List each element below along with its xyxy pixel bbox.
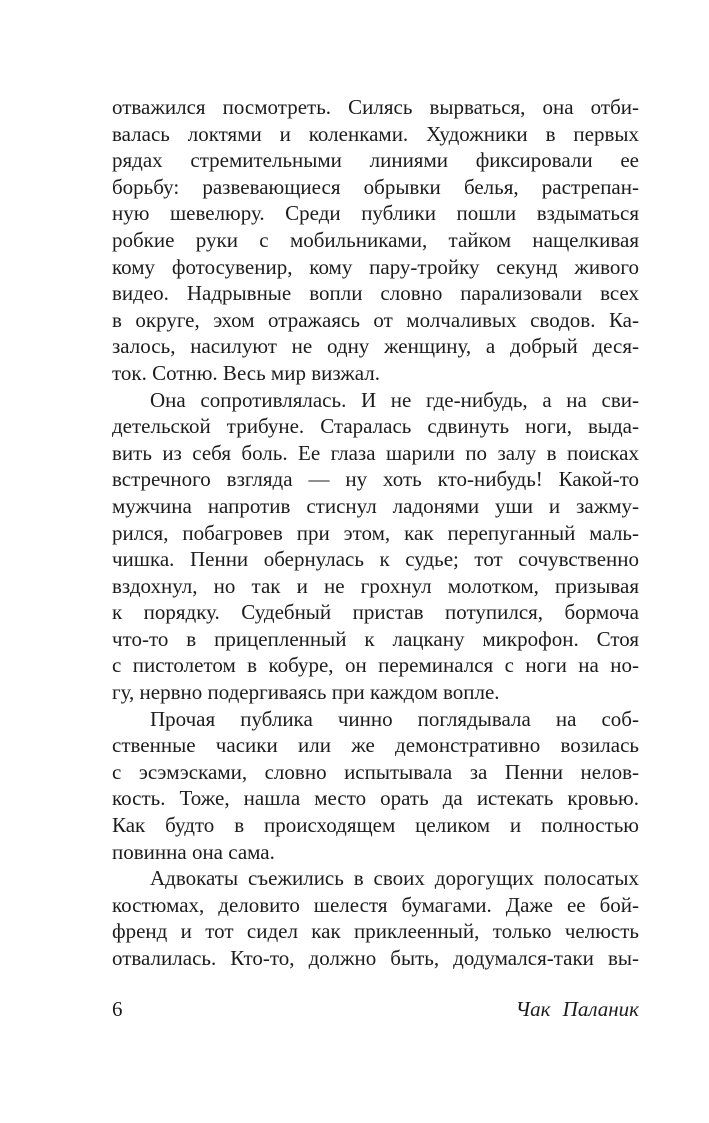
text-line: кому фотосувенир, кому пару-тройку секунд живого: [112, 254, 639, 279]
text-line: кость. Тоже, нашла место орать да истекать кровью.: [112, 786, 639, 811]
text-line: робкие руки с мобильниками, тайком нащелкивая: [112, 227, 639, 252]
text-line: что-то в прицепленный к лацкану микрофон. Стоя: [112, 626, 639, 651]
text-line: вить из себя боль. Ее глаза шарили по залу в поисках: [112, 440, 639, 465]
text-line: Адвокаты съежились в своих дорогущих полосатых: [150, 866, 639, 891]
text-line: Как будто в происходящем целиком и полностью: [112, 813, 639, 838]
page-text: [112, 94, 639, 972]
text-line: гу, нервно подергиваясь при каждом вопле.: [112, 680, 500, 705]
text-line: к порядку. Судебный пристав потупился, бормоча: [112, 600, 639, 625]
paragraph: [112, 706, 639, 866]
text-line: с пистолетом в кобуре, он переминался с ноги на но-: [112, 653, 639, 678]
text-line: в округе, эхом отражаясь от молчаливых сводов. Ка-: [112, 307, 639, 332]
paragraph: [112, 387, 639, 706]
running-title-author: Чак Паланик: [515, 997, 639, 1021]
text-line: костюмах, деловито шелестя бумагами. Даже ее бой-: [112, 892, 639, 917]
text-line: рядах стремительными линиями фиксировали ее: [112, 148, 639, 173]
text-line: с эсэмэсками, словно испытывала за Пенни нелов-: [112, 759, 639, 784]
text-line: френд и тот сидел как приклеенный, только челюсть: [112, 919, 639, 944]
text-line: ственные часики или же демонстративно возилась: [112, 733, 639, 758]
text-line: ток. Сотню. Весь мир визжал.: [112, 360, 381, 385]
paragraph: [112, 94, 639, 387]
paragraph: [112, 865, 639, 971]
text-line: борьбу: развевающиеся обрывки белья, растрепан-: [112, 174, 639, 199]
page-number: 6: [112, 997, 123, 1021]
text-line: рился, побагровев при этом, как перепуганный маль-: [112, 520, 639, 545]
text-line: залось, насилуют не одну женщину, а добрый деся-: [112, 334, 639, 359]
page-footer: [112, 996, 639, 1023]
text-line: отвалилась. Кто-то, должно быть, додумался-таки вы-: [112, 946, 639, 970]
text-line: детельской трибуне. Старалась сдвинуть ноги, выда-: [112, 414, 639, 439]
text-line: Прочая публика чинно поглядывала на соб-: [150, 706, 639, 731]
text-line: повинна она сама.: [112, 839, 275, 864]
text-line: валась локтями и коленками. Художники в первых: [112, 121, 639, 146]
text-line: мужчина напротив стиснул ладонями уши и зажму-: [112, 493, 639, 518]
text-line: встречного взгляда — ну хоть кто-нибудь! Какой-то: [112, 467, 639, 492]
text-line: чишка. Пенни обернулась к судье; тот сочувственно: [112, 547, 639, 572]
text-line: вздохнул, но так и не грохнул молотком, призывая: [112, 573, 639, 598]
text-line: ную шевелюру. Среди публики пошли вздыматься: [112, 201, 639, 226]
text-line: Она сопротивлялась. И не где-нибудь, а на сви-: [150, 387, 639, 412]
text-line: отважился посмотреть. Силясь вырваться, она отби-: [112, 95, 639, 119]
text-line: видео. Надрывные вопли словно парализовали всех: [112, 281, 639, 306]
